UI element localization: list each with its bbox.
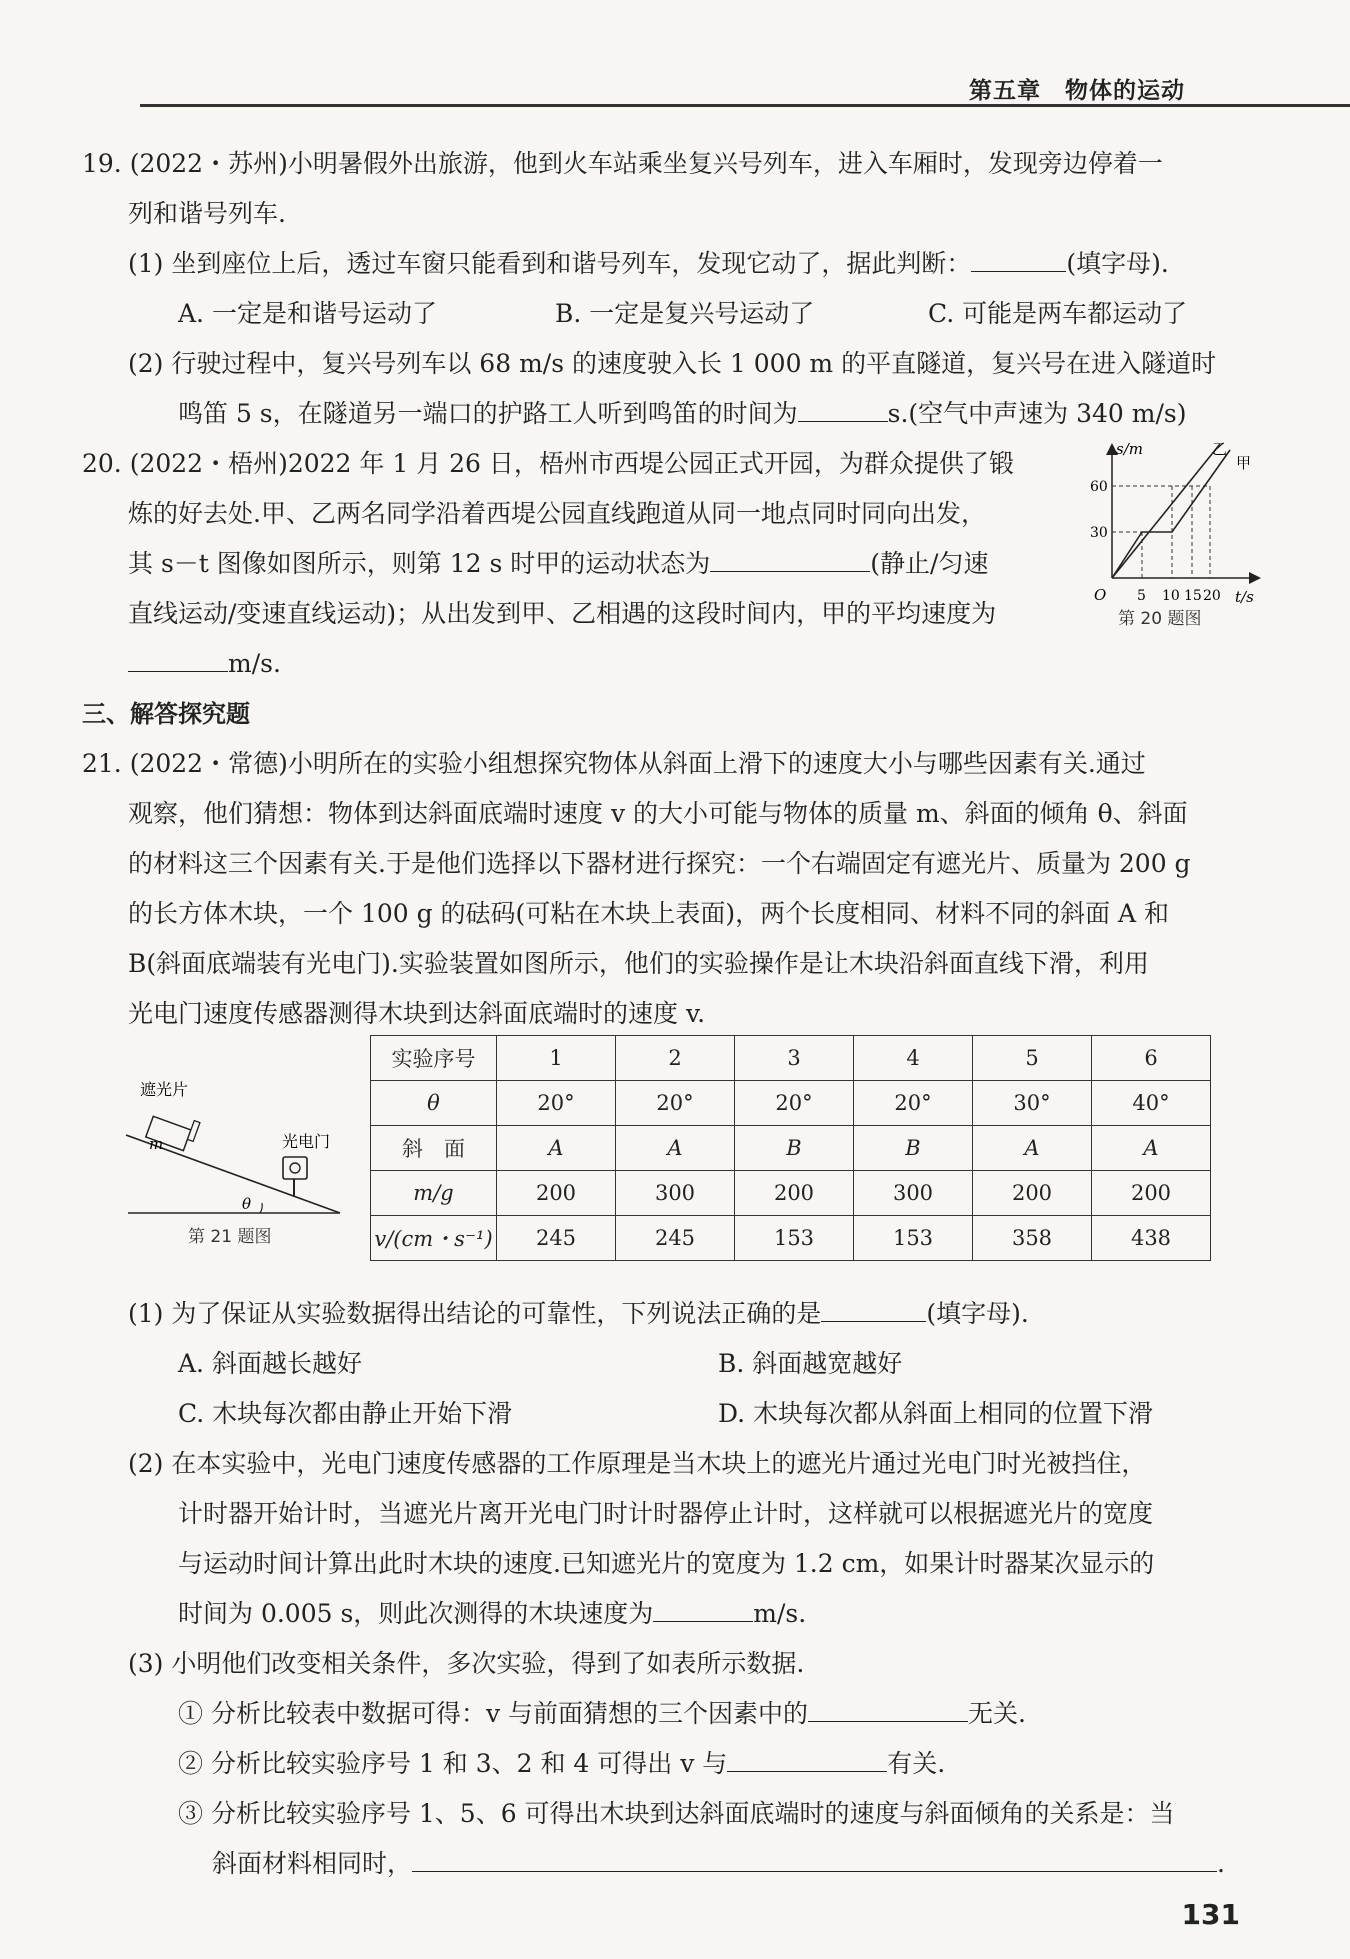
- table-cell: 245: [616, 1216, 735, 1261]
- table-cell: 245: [497, 1216, 616, 1261]
- q21-option-a: A. 斜面越长越好: [178, 1349, 362, 1378]
- q20-line5: [128, 648, 281, 680]
- table-cell: 358: [973, 1216, 1092, 1261]
- q21-part2-line2: 计时器开始计时，当遮光片离开光电门时计时器停止计时，这样就可以根据遮光片的宽度: [178, 1499, 1154, 1528]
- q19-part2-text: 鸣笛 5 s，在隧道另一端口的护路工人听到鸣笛的时间为: [178, 399, 798, 428]
- table-cell: 40°: [1092, 1081, 1211, 1126]
- table-cell: A: [616, 1126, 735, 1171]
- q19-part1-text: (1) 坐到座位上后，透过车窗只能看到和谐号列车，发现它动了，据此判断：: [128, 249, 972, 278]
- table-cell: B: [854, 1126, 973, 1171]
- q19-line1: 19. (2022・苏州)小明暑假外出旅游，他到火车站乘坐复兴号列车，进入车厢时，发现旁边停着一: [82, 149, 1163, 178]
- q21-part3-2-text: ② 分析比较实验序号 1 和 3、2 和 4 可得出 v 与: [178, 1749, 728, 1778]
- q21-part3: (3) 小明他们改变相关条件，多次实验，得到了如表所示数据.: [128, 1649, 805, 1678]
- photogate-box: [283, 1157, 307, 1179]
- q21-incline-figure: [122, 1075, 347, 1225]
- graph-y-label: s/m: [1116, 440, 1143, 458]
- q21-line6: 光电门速度传感器测得木块到达斜面底端时的速度 v.: [128, 999, 706, 1028]
- table-cell: 1: [497, 1036, 616, 1081]
- q21-part3-3-tail: .: [1217, 1849, 1225, 1878]
- table-cell: 20°: [497, 1081, 616, 1126]
- table-cell: 300: [616, 1171, 735, 1216]
- q21-part3-3-line2: [212, 1848, 1225, 1880]
- q20-st-graph: [1090, 438, 1270, 618]
- q19-part1-tail: (填字母).: [1066, 249, 1169, 278]
- graph-xtick-15: 15: [1184, 588, 1202, 604]
- table-cell: 153: [854, 1216, 973, 1261]
- graph-label-jia: 甲: [1236, 454, 1252, 472]
- table-row-header: 斜 面: [371, 1126, 497, 1171]
- table-cell: 200: [1092, 1171, 1211, 1216]
- graph-line-jia: [1112, 450, 1230, 578]
- table-cell: 5: [973, 1036, 1092, 1081]
- q21-data-table: [370, 1035, 1211, 1261]
- q21-part2-line1: (2) 在本实验中，光电门速度传感器的工作原理是当木块上的遮光片通过光电门时光被挡住，: [128, 1449, 1147, 1478]
- q21-option-c: C. 木块每次都由静止开始下滑: [178, 1399, 513, 1428]
- q21-line5: B(斜面底端装有光电门).实验装置如图所示，他们的实验操作是让木块沿斜面直线下滑，利用: [128, 949, 1149, 978]
- table-cell: 438: [1092, 1216, 1211, 1261]
- q21-part2-line4: [178, 1598, 806, 1630]
- q20-line5-tail: m/s.: [228, 649, 281, 678]
- q21-line4: 的长方体木块，一个 100 g 的砝码(可粘在木块上表面)，两个长度相同、材料不同的斜面 A 和: [128, 899, 1170, 928]
- q20-line3-tail: (静止/匀速: [870, 549, 989, 578]
- q19-part2-line2: [178, 398, 1187, 430]
- section-3-title: 三、解答探究题: [82, 700, 250, 728]
- graph-ytick-60: 60: [1090, 479, 1108, 495]
- table-cell: 20°: [616, 1081, 735, 1126]
- table-row: [371, 1081, 1211, 1126]
- table-cell: 200: [973, 1171, 1092, 1216]
- angle-theta-label: θ: [242, 1195, 252, 1213]
- q20-line3: [128, 548, 988, 580]
- shade-label: 遮光片: [140, 1080, 189, 1099]
- q20-answer-blank-1[interactable]: [710, 549, 870, 572]
- q20-line4: 直线运动/变速直线运动)；从出发到甲、乙相遇的这段时间内，甲的平均速度为: [128, 599, 997, 628]
- q21-figure-caption: 第 21 题图: [188, 1227, 272, 1247]
- table-cell: 20°: [854, 1081, 973, 1126]
- table-cell: 3: [735, 1036, 854, 1081]
- q21-part3-1-text: ① 分析比较表中数据可得：v 与前面猜想的三个因素中的: [178, 1699, 809, 1728]
- q21-answer-blank-4[interactable]: [727, 1749, 887, 1772]
- q21-answer-blank-2[interactable]: [653, 1599, 753, 1622]
- q19-option-b: B. 一定是复兴号运动了: [555, 299, 815, 328]
- q21-part3-2-tail: 有关.: [887, 1749, 946, 1778]
- q21-line3: 的材料这三个因素有关.于是他们选择以下器材进行探究：一个右端固定有遮光片、质量为 200 g: [128, 849, 1191, 878]
- graph-label-yi: 乙: [1212, 440, 1228, 458]
- table-cell: 2: [616, 1036, 735, 1081]
- q20-line2: 炼的好去处.甲、乙两名同学沿着西堤公园直线跑道从同一地点同时同向出发，: [128, 499, 986, 528]
- table-row: [371, 1216, 1211, 1261]
- table-row-header: 实验序号: [371, 1036, 497, 1081]
- graph-ytick-30: 30: [1090, 525, 1108, 541]
- q21-answer-blank-3[interactable]: [808, 1699, 968, 1722]
- q21-option-b: B. 斜面越宽越好: [718, 1349, 903, 1378]
- table-cell: 200: [735, 1171, 854, 1216]
- table-cell: 200: [497, 1171, 616, 1216]
- graph-x-label: t/s: [1235, 588, 1254, 606]
- q21-part3-1: [178, 1698, 1026, 1730]
- q21-part3-2: [178, 1748, 945, 1780]
- q19-answer-blank-2[interactable]: [798, 399, 888, 422]
- q21-line2: 观察，他们猜想：物体到达斜面底端时速度 v 的大小可能与物体的质量 m、斜面的倾角 θ、斜面: [128, 799, 1188, 828]
- graph-line-yi: [1112, 444, 1220, 578]
- table-cell: 20°: [735, 1081, 854, 1126]
- q21-part2-text: 时间为 0.005 s，则此次测得的木块速度为: [178, 1599, 654, 1628]
- q21-part2-line3: 与运动时间计算出此时木块的速度.已知遮光片的宽度为 1.2 cm，如果计时器某次显示的: [178, 1549, 1155, 1578]
- table-cell: A: [1092, 1126, 1211, 1171]
- q20-line3-text: 其 s－t 图像如图所示，则第 12 s 时甲的运动状态为: [128, 549, 711, 578]
- table-row: [371, 1171, 1211, 1216]
- table-cell: A: [497, 1126, 616, 1171]
- graph-xtick-5: 5: [1137, 588, 1146, 604]
- page-number: 131: [1181, 1898, 1240, 1931]
- q19-line2: 列和谐号列车.: [128, 199, 286, 228]
- q21-answer-blank-5[interactable]: [412, 1849, 1217, 1872]
- gate-label: 光电门: [282, 1132, 331, 1151]
- chapter-title: 第五章 物体的运动: [969, 78, 1185, 104]
- q19-part2-line1: (2) 行驶过程中，复兴号列车以 68 m/s 的速度驶入长 1 000 m 的平直隧道，复兴号在进入隧道时: [128, 349, 1217, 378]
- q21-part3-3-line1: ③ 分析比较实验序号 1、5、6 可得出木块到达斜面底端时的速度与斜面倾角的关系是：当: [178, 1799, 1175, 1828]
- q20-figure-caption: 第 20 题图: [1118, 609, 1202, 629]
- q21-part2-tail: m/s.: [753, 1599, 807, 1628]
- q21-part3-3-text: 斜面材料相同时，: [212, 1849, 413, 1878]
- table-row-header: v/(cm・s⁻¹): [371, 1216, 497, 1261]
- q19-option-a: A. 一定是和谐号运动了: [178, 299, 437, 328]
- q20-answer-blank-2[interactable]: [128, 649, 228, 672]
- table-row: [371, 1036, 1211, 1081]
- table-row-header: θ: [371, 1081, 497, 1126]
- graph-origin: O: [1094, 586, 1107, 604]
- q21-part1: [128, 1298, 1029, 1330]
- graph-xtick-10: 10: [1162, 588, 1180, 604]
- q21-part1-text: (1) 为了保证从实验数据得出结论的可靠性，下列说法正确的是: [128, 1299, 822, 1328]
- table-cell: 300: [854, 1171, 973, 1216]
- table-cell: 6: [1092, 1036, 1211, 1081]
- angle-arc: [260, 1203, 262, 1213]
- q19-part1: [128, 248, 1169, 280]
- table-cell: 153: [735, 1216, 854, 1261]
- table-cell: B: [735, 1126, 854, 1171]
- table-row-header: m/g: [371, 1171, 497, 1216]
- graph-xtick-20: 20: [1203, 588, 1221, 604]
- header-rule: [140, 104, 1350, 107]
- q19-answer-blank-1[interactable]: [971, 249, 1066, 272]
- q20-line1: 20. (2022・梧州)2022 年 1 月 26 日，梧州市西堤公园正式开园，为群众提供了锻: [82, 449, 1014, 478]
- q21-line1: 21. (2022・常德)小明所在的实验小组想探究物体从斜面上滑下的速度大小与哪些因素有关.通过: [82, 749, 1146, 778]
- q21-part1-tail: (填字母).: [926, 1299, 1029, 1328]
- table-row: [371, 1126, 1211, 1171]
- table-cell: 4: [854, 1036, 973, 1081]
- q19-part2-tail: s.(空气中声速为 340 m/s): [887, 399, 1187, 428]
- table-cell: 30°: [973, 1081, 1092, 1126]
- table-cell: A: [973, 1126, 1092, 1171]
- block-mass-label: m: [149, 1135, 164, 1153]
- q21-part3-1-tail: 无关.: [968, 1699, 1026, 1728]
- q21-answer-blank-1[interactable]: [821, 1299, 926, 1322]
- q19-option-c: C. 可能是两车都运动了: [928, 299, 1188, 328]
- q21-option-d: D. 木块每次都从斜面上相同的位置下滑: [718, 1399, 1154, 1428]
